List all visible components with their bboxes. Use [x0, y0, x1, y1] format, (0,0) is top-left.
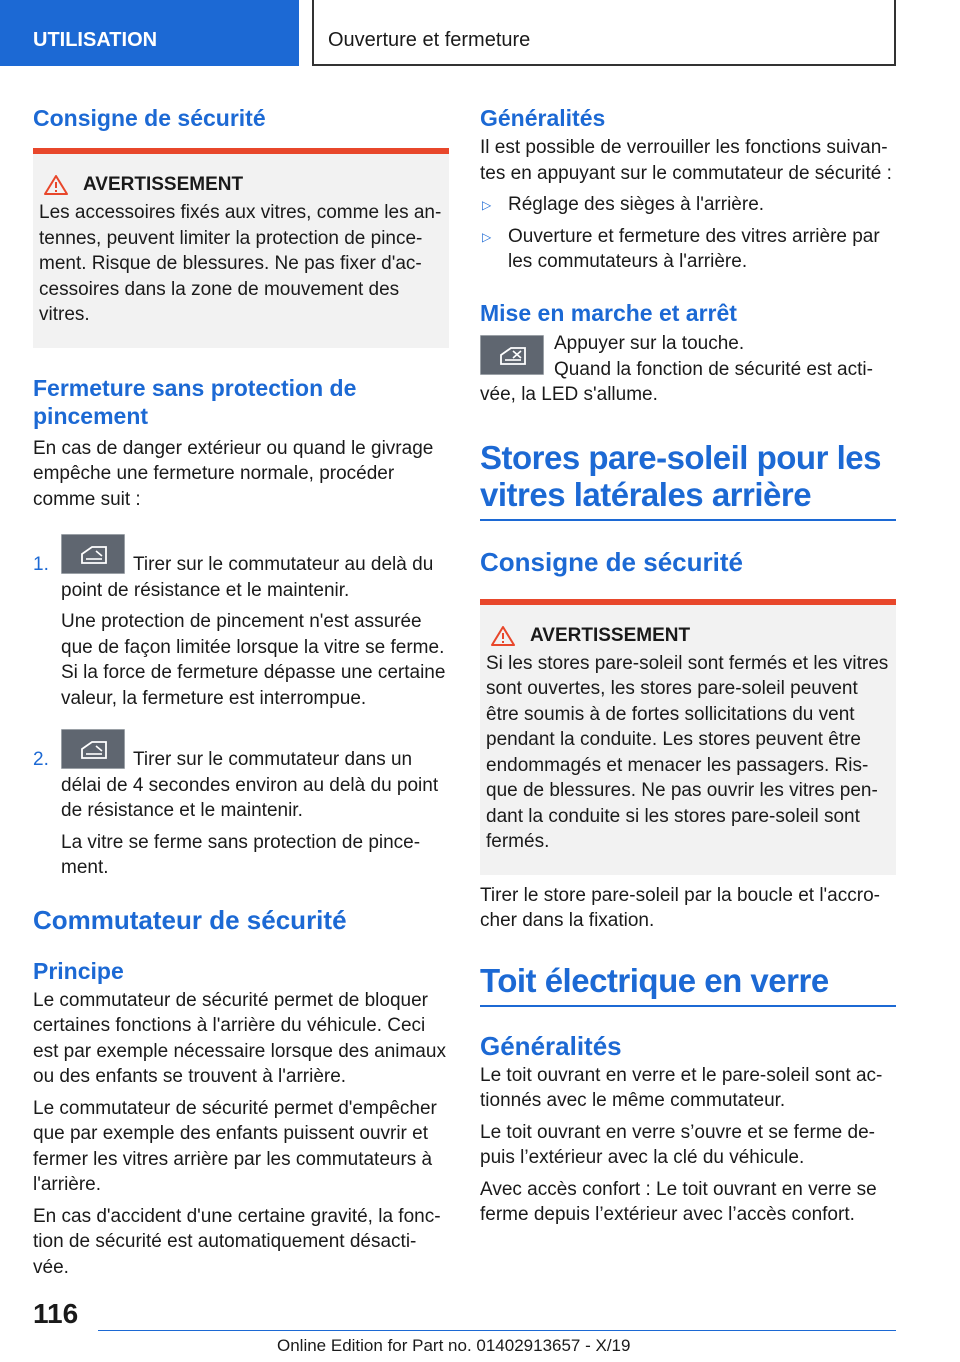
step-number: 2. — [33, 749, 49, 770]
window-lock-icon — [499, 345, 527, 367]
warning-triangle-icon — [490, 625, 516, 647]
principle-heading: Principe — [33, 957, 124, 984]
section-tab: UTILISATION — [0, 0, 299, 66]
principle-paragraph: Le commutateur de sécurité permet d'empêcher que par exemple des enfants puissent ouvrir et fermer les vitres arrière par les commutateurs à l'arrière. — [33, 1097, 437, 1195]
right-column — [480, 96, 896, 1228]
switch-heading: Commutateur de sécurité — [33, 904, 347, 935]
step-number: 1. — [33, 554, 49, 575]
list-item: ▷ Réglage des sièges à l'arrière. — [482, 194, 765, 215]
onoff-line: Quand la fonction de sécurité est acti- — [554, 358, 873, 380]
closing-heading: Fermeture sans protection de pincement — [33, 374, 357, 429]
steps-list — [33, 534, 449, 881]
warning-title-text: AVERTISSEMENT — [530, 624, 691, 646]
window-switch-icon — [80, 544, 108, 566]
onoff-line: vée, la LED s'allume. — [480, 383, 658, 405]
onoff-line: Appuyer sur la touche. — [554, 332, 745, 354]
bullet-triangle-icon: ▷ — [482, 229, 492, 244]
window-switch-button-image — [61, 729, 125, 769]
warning-title — [43, 174, 443, 196]
general-heading: Généralités — [480, 105, 606, 131]
warning-box — [33, 148, 449, 348]
warning-triangle-icon — [43, 174, 69, 196]
safety-heading: Consigne de sécurité — [33, 105, 266, 131]
blinds-title: Stores pare-soleil pour les vitres latérales arrière — [480, 439, 896, 521]
step-note: La vitre se ferme sans protection de pince- ment. — [61, 831, 421, 878]
blinds-text: Tirer le store pare-soleil par la boucle et l'accro- cher dans la fixation. — [480, 884, 880, 931]
page-number: 116 — [33, 1298, 79, 1329]
general-intro: Il est possible de verrouiller les fonctions suivan- tes en appuyant sur le commutateur de sécurité : — [480, 137, 892, 184]
step-note: Une protection de pincement n'est assurée que de façon limitée lorsque la vitre se ferme. Si la force de fermeture dépasse une certaine valeur, la fermeture est interrompue. — [61, 611, 446, 709]
warning-text: Si les stores pare-soleil sont fermés et les vitres sont ouvertes, les stores pare-soleil peuvent être soumis à de fortes sollicitations du vent pendant la conduite. Les stores peuvent être endommagés et menacer les passagers. Ris- que de blessures. Ne pas ouvrir les vitres pen- dant la conduite si les stores pare-soleil sont fermés. — [486, 652, 889, 852]
warning-title-text: AVERTISSEMENT — [83, 174, 244, 195]
page-header — [0, 0, 960, 66]
footer-divider — [98, 1330, 896, 1331]
roof-general-heading: Généralités — [480, 1030, 622, 1061]
chapter-title: Ouverture et fermeture — [312, 0, 896, 66]
roof-title: Toit électrique en verre — [480, 962, 896, 1007]
list-item: ▷ Ouverture et fermeture des vitres arrière par les commutateurs à l'arrière. — [482, 225, 880, 272]
principle-paragraph: Le commutateur de sécurité permet de bloquer certaines fonctions à l'arrière du véhicule. Ceci est par exemple nécessaire lorsque des animaux ou des enfants se trouvent à l'arrière. — [33, 989, 446, 1087]
principle-paragraph: En cas d'accident d'une certaine gravité, la fonc- tion de sécurité est automatiquement désacti- vée. — [33, 1205, 441, 1278]
list-item: 1. Tirer sur le commutateur au delà du point de résistance et le maintenir. Une protection de pincement n'est assurée que de façon limitée lorsque la vitre se ferme. Si la force de fermeture dépasse une certaine valeur, la fermeture est interrompue. — [33, 534, 449, 711]
roof-paragraph: Avec accès confort : Le toit ouvrant en verre se ferme depuis l’extérieur avec l’accès confort. — [480, 1178, 877, 1225]
roof-paragraph: Le toit ouvrant en verre s’ouvre et se ferme de- puis l’extérieur avec la clé du véhicule. — [480, 1121, 875, 1168]
footer-edition: Online Edition for Part no. 01402913657 - X/19 — [277, 1336, 631, 1355]
warning-box — [480, 599, 896, 875]
window-switch-icon — [80, 739, 108, 761]
roof-paragraph: Le toit ouvrant en verre et le pare-soleil sont ac- tionnés avec le même commutateur. — [480, 1064, 883, 1111]
bullet-triangle-icon: ▷ — [482, 198, 492, 212]
bullet-list — [480, 192, 896, 275]
window-switch-button-image — [61, 534, 125, 574]
left-column — [33, 96, 449, 1280]
blinds-safety-heading: Consigne de sécurité — [480, 546, 743, 577]
safety-switch-button-image — [480, 335, 544, 375]
closing-intro: En cas de danger extérieur ou quand le givrage empêche une fermeture normale, procéder comme suit : — [33, 437, 434, 510]
list-item: 2. Tirer sur le commutateur dans un délai de 4 secondes environ au delà du point de résistance et le maintenir. La vitre se ferme sans protection de pince- ment. — [33, 729, 449, 881]
onoff-heading: Mise en marche et arrêt — [480, 299, 737, 326]
onoff-block — [480, 333, 896, 413]
warning-text: Les accessoires fixés aux vitres, comme les an- tennes, peuvent limiter la protection de pince- ment. Risque de blessures. Ne pas fixer d'ac- cessoires dans la zone de mouvement des vitres. — [39, 202, 442, 325]
warning-title — [490, 625, 890, 647]
